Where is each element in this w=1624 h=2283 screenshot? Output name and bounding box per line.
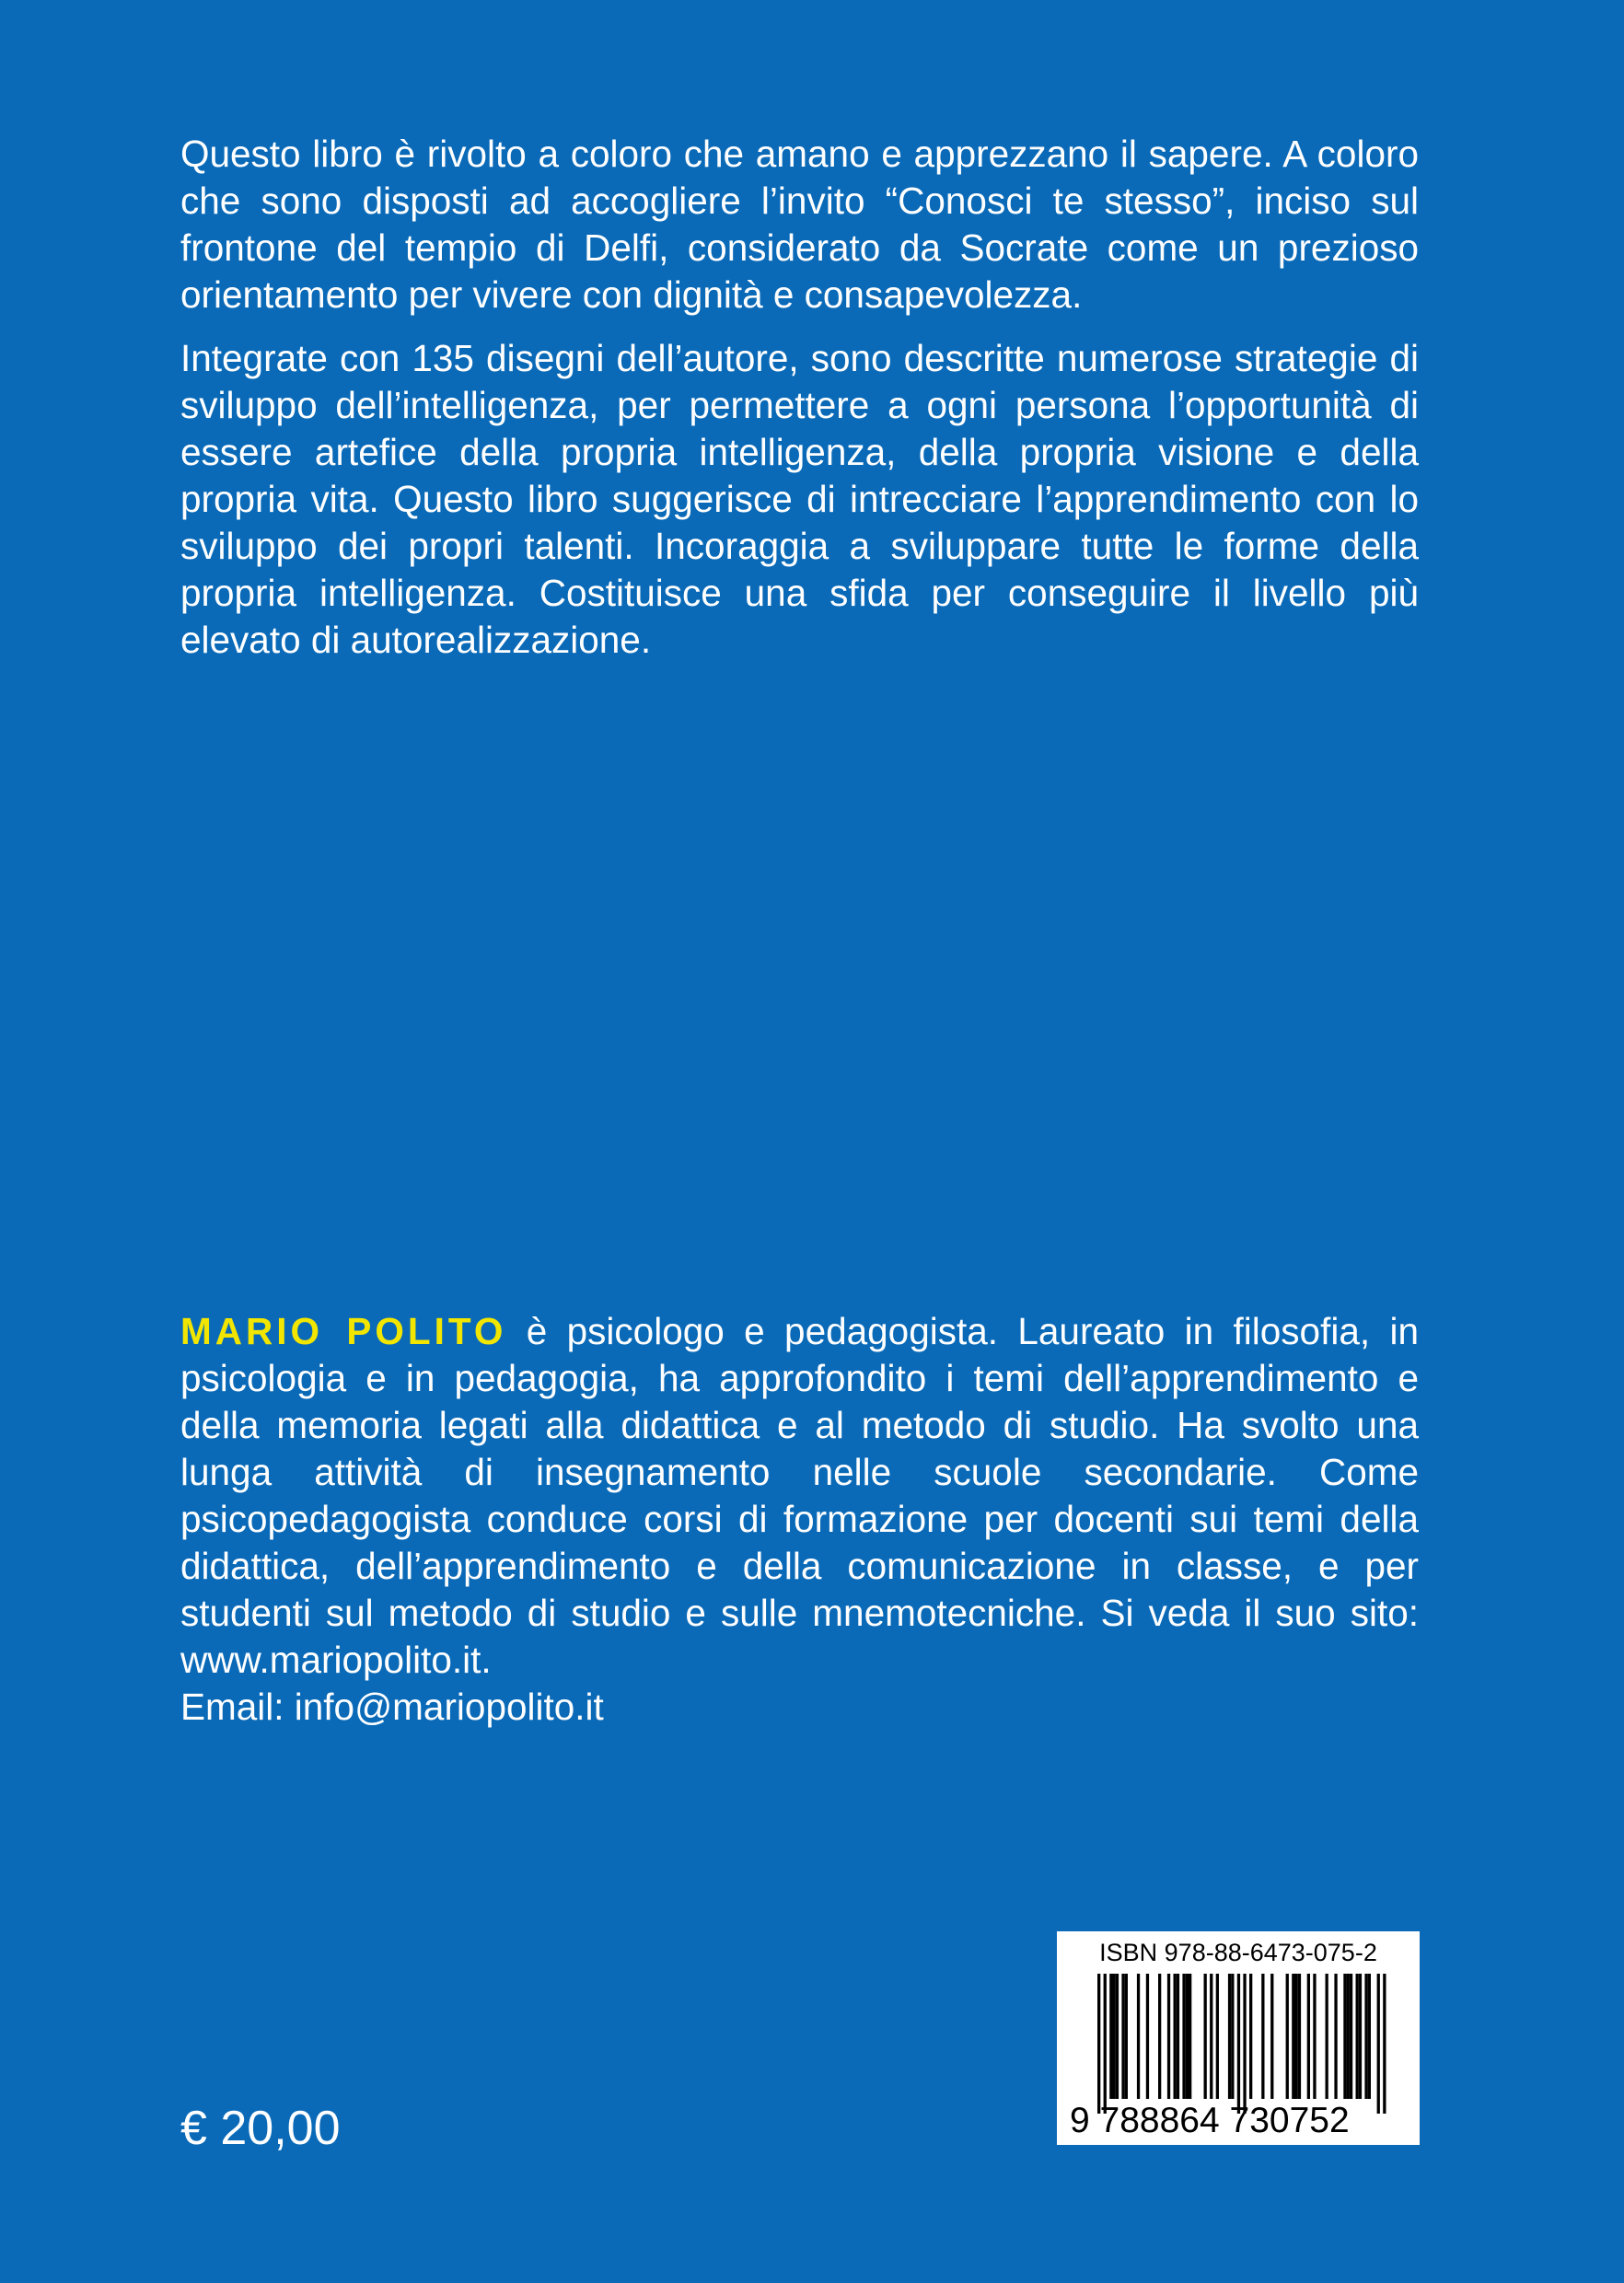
barcode-bar — [1347, 1974, 1350, 2099]
barcode-bar — [1228, 1974, 1231, 2099]
barcode-bar — [1295, 1974, 1298, 2099]
barcode-bar — [1298, 1974, 1301, 2099]
barcode-bar — [1174, 1974, 1177, 2099]
barcode-box — [1057, 1931, 1420, 2145]
barcode-bar — [1286, 1974, 1289, 2099]
barcode-bar — [1113, 1974, 1116, 2099]
blurb-paragraph-2: Integrate con 135 disegni dell’autore, sono descritte numerose strategie di sviluppo dell’intelligenza, per permettere a ogni persona l’opportunità di essere artefice della propria intelligenza, della propria visione e della propria vita. Questo libro suggerisce di intrecciare l’apprendimento con lo sviluppo dei propri talenti. Incoraggia a sviluppare tutte le forme della propria intelligenza. Costituisce una sfida per conseguire il livello più elevato di autorealizzazione. — [180, 337, 1419, 661]
barcode-bar — [1137, 1974, 1140, 2099]
barcode-bar — [1326, 1974, 1328, 2099]
barcode-bar — [1182, 1974, 1185, 2099]
barcode-bar — [1109, 1974, 1112, 2099]
barcode-bar — [1292, 1974, 1294, 2099]
barcode-bar — [1383, 1974, 1386, 2114]
barcode-bar — [1186, 1974, 1189, 2099]
barcode-bar — [1116, 1974, 1119, 2099]
barcode-bar — [1125, 1974, 1128, 2099]
author-bio-text: è psicologo e pedagogista. Laureato in filosofia, in psicologia e in pedagogia, ha approfondito i temi dell’apprendimento e della memoria legati alla didattica e al metodo di studio. Ha svolto una lunga attività di insegnamento nelle scuole secondarie. Come psicopedagogista conduce corsi di formazione per docenti sui temi della didattica, dell’apprendimento e della comunicazione in classe, e per studenti sul metodo di studio e sulle mnemotecniche. Si veda il suo sito: www.mariopolito.it. — [180, 1310, 1419, 1681]
author-name: MARIO POLITO — [180, 1310, 507, 1352]
barcode-bar — [1189, 1974, 1191, 2099]
barcode-bar — [1216, 1974, 1219, 2099]
barcode-bar — [1249, 1974, 1252, 2099]
blurb-paragraph-1: Questo libro è rivolto a coloro che amano e apprezzano il sapere. A coloro che sono disposti ad accogliere l’invito “Conosci te stesso”, inciso sul frontone del tempio di Delfi, considerato da Socrate come un prezioso orientamento per vivere con dignità e consapevolezza. — [180, 133, 1419, 316]
barcode-bar — [1121, 1974, 1124, 2099]
barcode-bar — [1210, 1974, 1212, 2099]
barcode-bar — [1364, 1974, 1367, 2099]
barcode-bar — [1231, 1974, 1234, 2099]
barcode-bar — [1261, 1974, 1264, 2099]
barcode-bar — [1243, 1974, 1246, 2114]
barcode-bar — [1237, 1974, 1240, 2114]
barcode-bar — [1146, 1974, 1149, 2099]
author-bio — [180, 1308, 1419, 1731]
barcode-bar — [1359, 1974, 1362, 2099]
barcode-digits: 9 788864 730752 — [1070, 2101, 1350, 2140]
barcode-bar — [1270, 1974, 1273, 2099]
barcode-bar — [1307, 1974, 1310, 2099]
barcode-bar — [1368, 1974, 1371, 2099]
barcode-bar — [1343, 1974, 1346, 2099]
barcode-bar — [1167, 1974, 1170, 2099]
barcode-bar — [1177, 1974, 1179, 2099]
barcode-bar — [1204, 1974, 1207, 2099]
author-email: Email: info@mariopolito.it — [180, 1686, 604, 1728]
barcode-bar — [1097, 1974, 1100, 2114]
barcode-bar — [1356, 1974, 1359, 2099]
isbn-label: ISBN 978-88-6473-075-2 — [1099, 1939, 1377, 1966]
barcode-bar — [1158, 1974, 1161, 2099]
barcode-bar — [1334, 1974, 1337, 2099]
barcode-bar — [1313, 1974, 1316, 2099]
barcode-bar — [1377, 1974, 1380, 2114]
barcode-bar — [1104, 1974, 1107, 2114]
price: € 20,00 — [180, 2102, 341, 2155]
barcode-bar — [1350, 1974, 1352, 2099]
